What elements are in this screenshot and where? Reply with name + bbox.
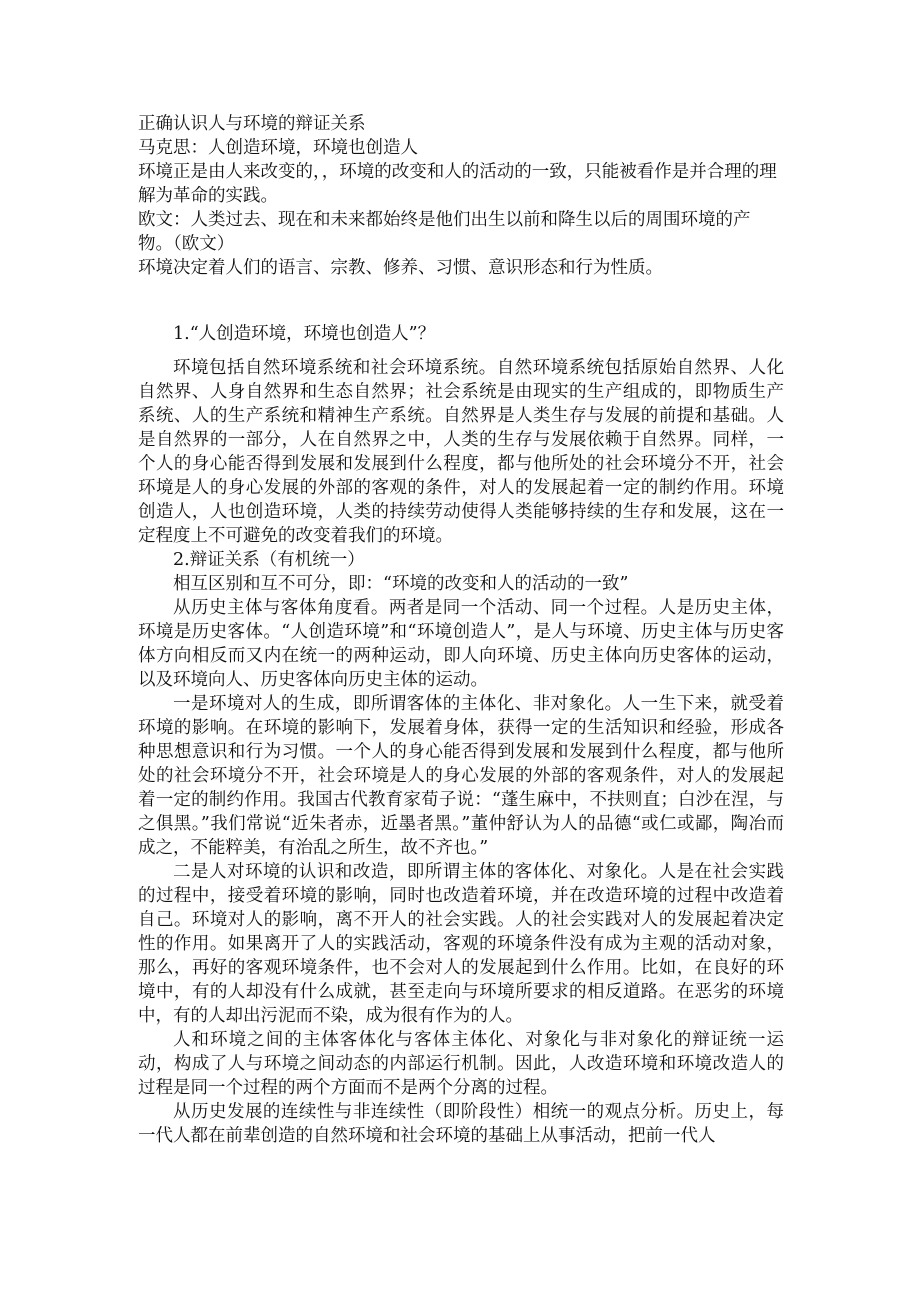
document-title: 正确认识人与环境的辩证关系 xyxy=(138,114,366,134)
section2-paragraph-3: 一是环境对人的生成，即所谓客体的主体化、非对象化。人一生下来，就受着环境的影响。在环境的影响下，发展着身体，获得一定的生活知识和经验，形成各种思想意识和行为习惯。一个人的身心能否得到发展和发展到什么程度，都与他所处的社会环境分不开，社会环境是人的身心发展的外部的客观条件，对人的发展起着一定的制约作用。我国古代教育家荀子说：“蓬生麻中，不扶则直；白沙在涅，与之俱黑。”我们常说“近朱者赤，近墨者黑。”董仲舒认为人的品德“或仁或鄙，陶冶而成之，不能粹美，有治乱之所生，故不齐也。” xyxy=(138,694,784,858)
section2-paragraph-4: 二是人对环境的认识和改造，即所谓主体的客体化、对象化。人是在社会实践的过程中，接受着环境的影响，同时也改造着环境，并在改造环境的过程中改造着自己。环境对人的影响，离不开人的社会实践。人的社会实践对人的发展起着决定性的作用。如果离开了人的实践活动，客观的环境条件没有成为主观的活动对象，那么，再好的客观环境条件，也不会对人的发展起到什么作用。比如，在良好的环境中，有的人却没有什么成就，甚至走向与环境所要求的相反道路。在恶劣的环境中，有的人却出污泥而不染，成为很有作为的人。 xyxy=(138,862,784,1026)
section2-heading: 2.辩证关系（有机统一） xyxy=(173,550,365,570)
marx-label: 马克思：人创造环境，环境也创造人 xyxy=(138,138,418,158)
section2-paragraph-1: 相互区别和互不可分，即：“环境的改变和人的活动的一致” xyxy=(173,574,629,594)
section1-heading: 1.“人创造环境，环境也创造人”？ xyxy=(173,324,436,344)
section-gap xyxy=(138,280,784,322)
section2-paragraph-6: 从历史发展的连续性与非连续性（即阶段性）相统一的观点分析。历史上，每一代人都在前辈创造的自然环境和社会环境的基础上从事活动，把前一代人 xyxy=(138,1102,784,1146)
section2-paragraph-2: 从历史主体与客体角度看。两者是同一个活动、同一个过程。人是历史主体，环境是历史客体。“人创造环境”和“环境创造人”，是人与环境、历史主体与历史客体方向相反而又内在统一的两种运动，即人向环境、历史主体向历史客体的运动，以及环境向人、历史客体向历史主体的运动。 xyxy=(138,598,784,690)
section1-paragraph: 环境包括自然环境系统和社会环境系统。自然环境系统包括原始自然界、人化自然界、人身自然界和生态自然界；社会系统是由现实的生产组成的，即物质生产系统、人的生产系统和精神生产系统。自然界是人类生存与发展的前提和基础。人是自然界的一部分，人在自然界之中，人类的生存与发展依赖于自然界。同样，一个人的身心能否得到发展和发展到什么程度，都与他所处的社会环境分不开，社会环境是人的身心发展的外部的客观的条件，对人的发展起着一定的制约作用。环境创造人，人也创造环境，人类的持续劳动使得人类能够持续的生存和发展，这在一定程度上不可避免的改变着我们的环境。 xyxy=(138,358,784,546)
environment-determines-text: 环境决定着人们的语言、宗教、修养、习惯、意识形态和行为性质。 xyxy=(138,258,663,278)
document-page xyxy=(138,112,784,1148)
marx-quote: 环境正是由人来改变的，，环境的改变和人的活动的一致，只能被看作是并合理的理解为革命的实践。 xyxy=(138,162,777,206)
owen-quote: 欧文：人类过去、现在和未来都始终是他们出生以前和降生以后的周围环境的产物。（欧文） xyxy=(138,210,751,254)
section2-paragraph-5: 人和环境之间的主体客体化与客体主体化、对象化与非对象化的辩证统一运动，构成了人与环境之间动态的内部运行机制。因此，人改造环境和环境改造人的过程是同一个过程的两个方面而不是两个分离的过程。 xyxy=(138,1030,784,1098)
